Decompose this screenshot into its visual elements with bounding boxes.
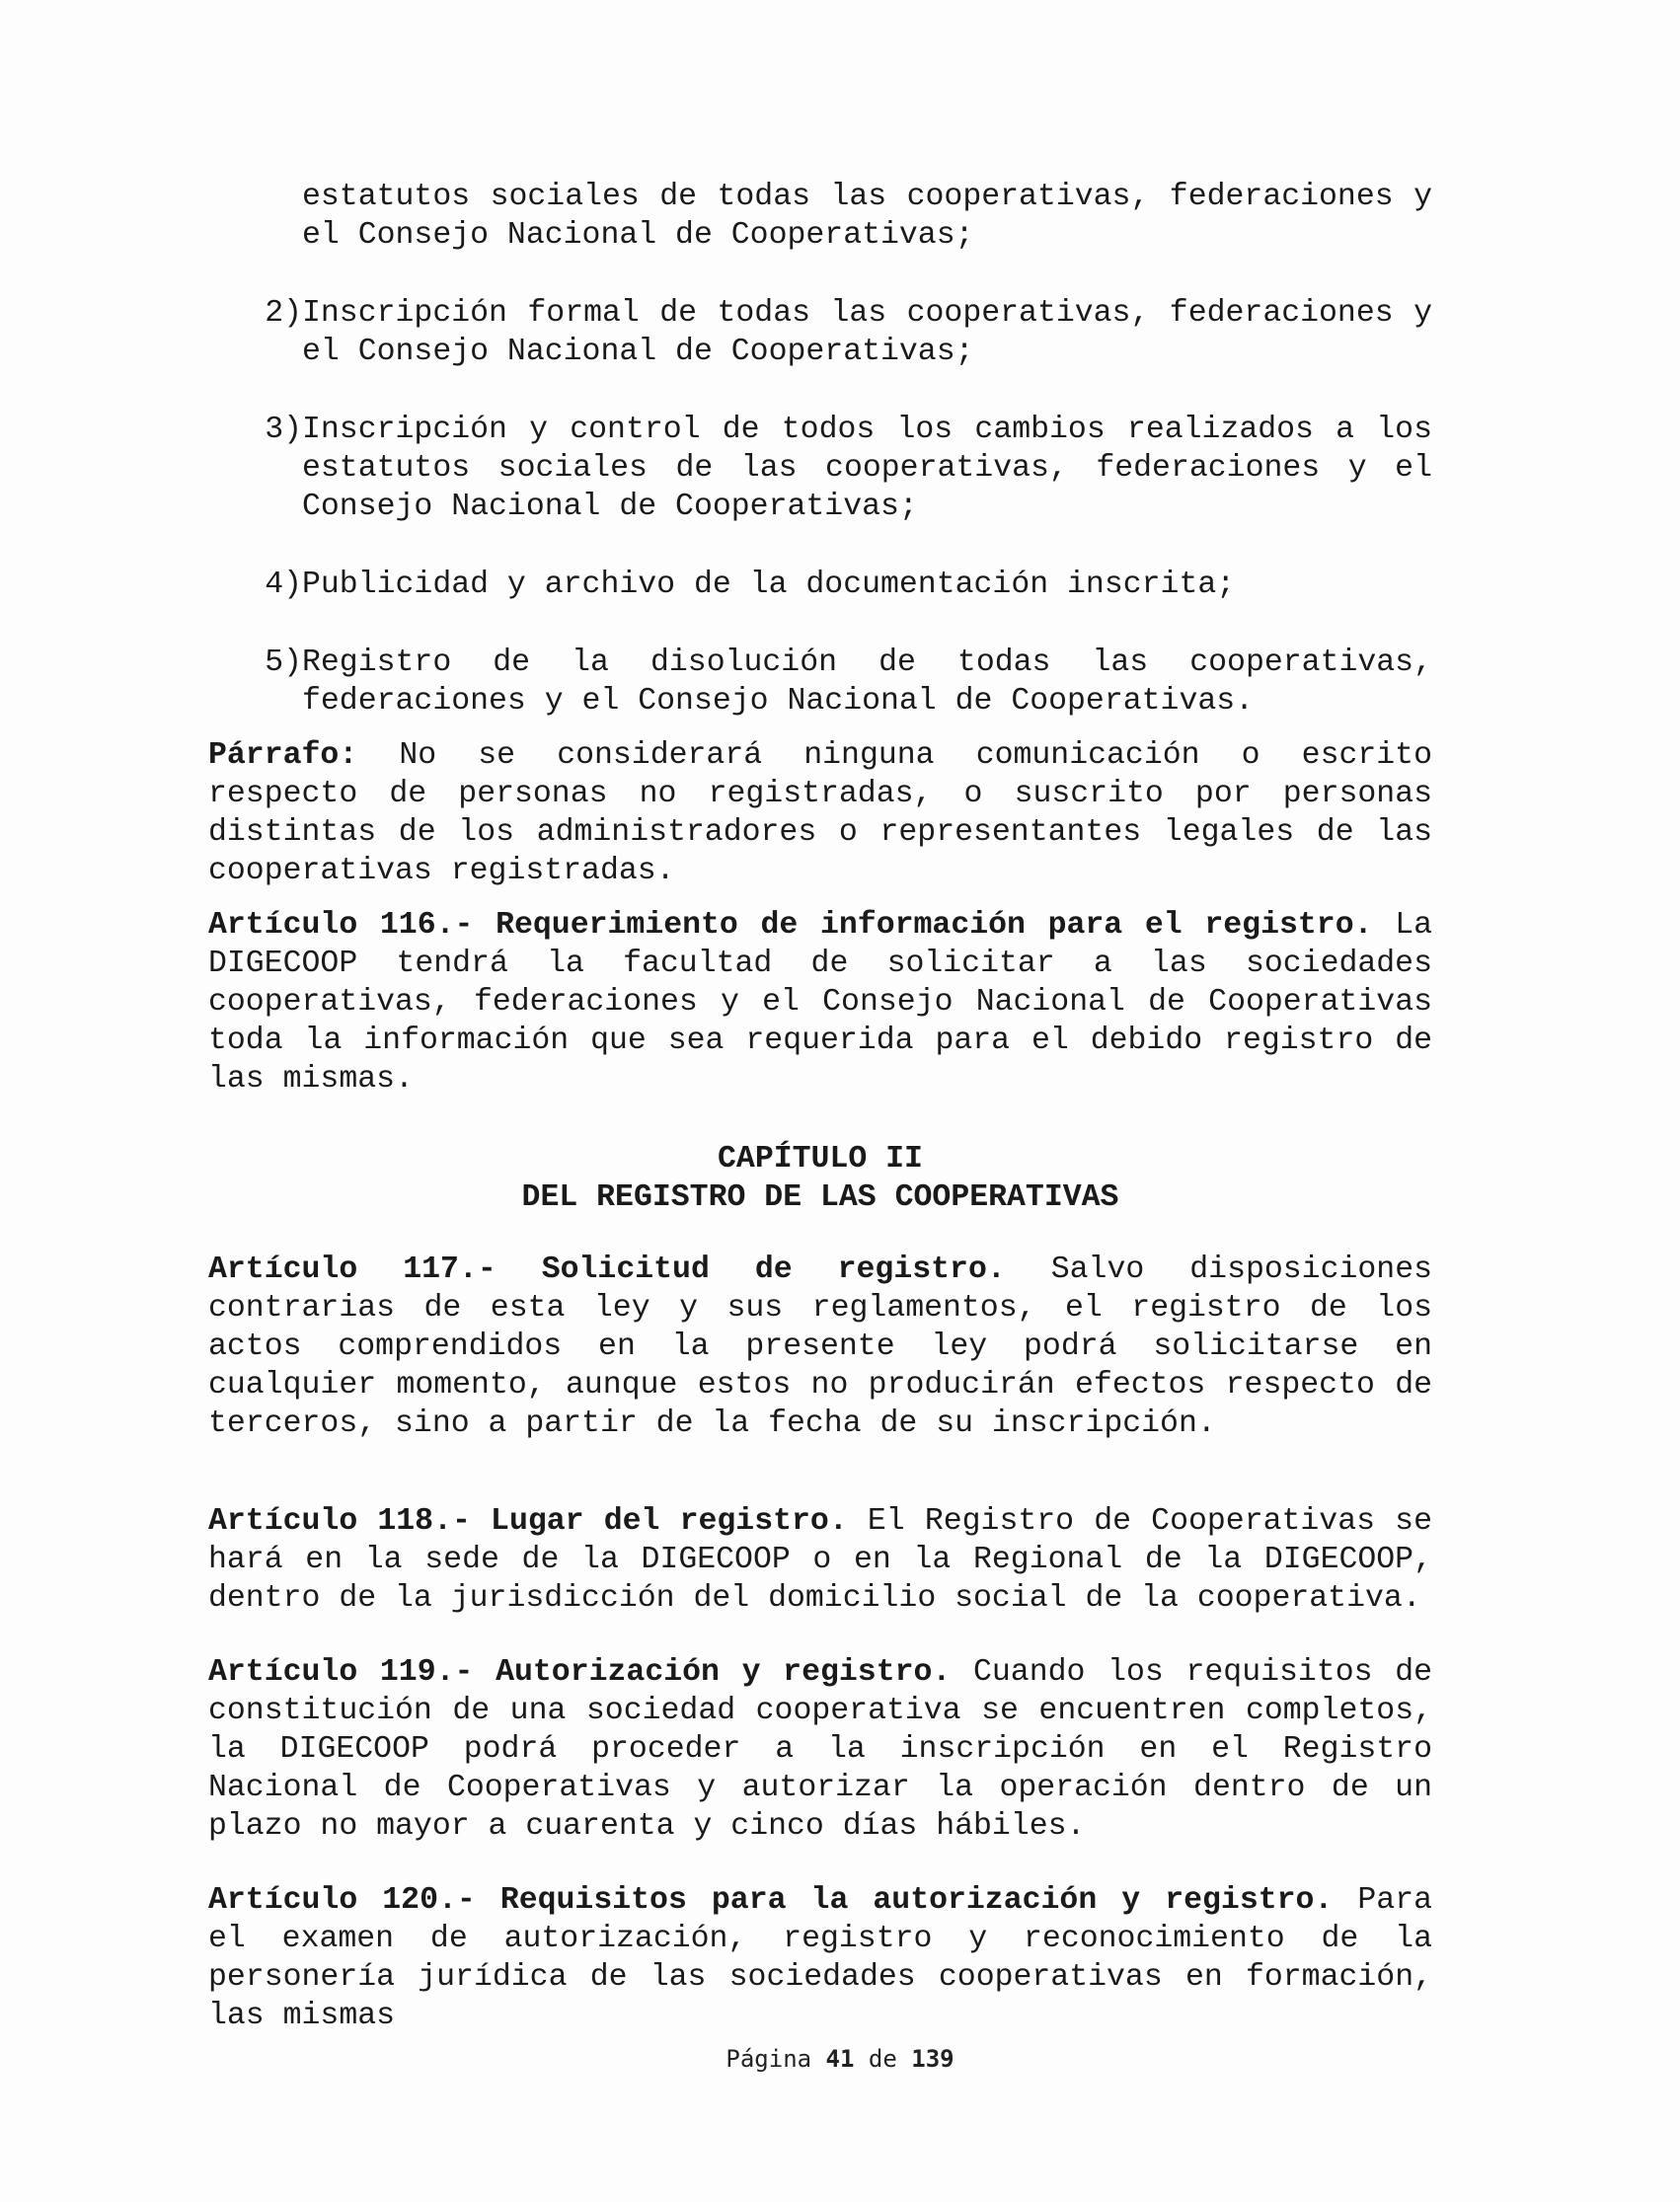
list-number: 2) bbox=[265, 296, 302, 331]
list-item bbox=[208, 411, 1432, 526]
page-footer bbox=[0, 2045, 1680, 2073]
article-119-heading: Artículo 119.- Autorización y registro. bbox=[208, 1655, 952, 1690]
article-117-text: Salvo disposiciones contrarias de esta ley y sus reglamentos, el registro de los actos comprendidos en la presente ley podrá solicitarse en cualquier momento, aunque estos no producirán efectos respecto de terceros, sino a partir de la fecha de su inscripción. bbox=[208, 1253, 1432, 1441]
list-text: Publicidad y archivo de la documentación inscrita; bbox=[302, 568, 1236, 602]
parrafo-text: No se considerará ninguna comunicación o escrito respecto de personas no registradas, o suscrito por personas distintas de los administradores o representantes legales de las cooperativas registradas. bbox=[208, 738, 1432, 888]
parrafo-paragraph bbox=[208, 736, 1432, 890]
article-120 bbox=[208, 1881, 1432, 2035]
list-number: 3) bbox=[265, 413, 302, 447]
article-118-text: El Registro de Cooperativas se hará en la sede de la DIGECOOP o en la Regional de la DIGECOOP, dentro de la jurisdicción del domicilio social de la cooperativa. bbox=[208, 1504, 1432, 1616]
chapter-number: CAPÍTULO II bbox=[718, 1142, 923, 1177]
article-117-heading: Artículo 117.- Solicitud de registro. bbox=[208, 1253, 1006, 1287]
footer-total-pages: 139 bbox=[911, 2045, 955, 2073]
article-120-text: Para el examen de autorización, registro y reconocimiento de la personería jurídica de las sociedades cooperativas en formación, las mismas bbox=[208, 1883, 1432, 2033]
footer-middle: de bbox=[854, 2045, 912, 2073]
parrafo-label: Párrafo: bbox=[208, 738, 358, 773]
article-116-text: La DIGECOOP tendrá la facultad de solicitar a las sociedades cooperativas, federaciones y el Consejo Nacional de Cooperativas toda la información que sea requerida para el debido registro de las mismas. bbox=[208, 908, 1432, 1097]
list-text: Registro de la disolución de todas las cooperativas, federaciones y el Consejo Nacional de Cooperativas. bbox=[302, 645, 1432, 719]
list-text: Inscripción y control de todos los cambios realizados a los estatutos sociales de las cooperativas, federaciones y el Consejo Nacional de Cooperativas; bbox=[302, 413, 1432, 524]
article-117 bbox=[208, 1251, 1432, 1443]
article-116 bbox=[208, 906, 1432, 1099]
list-text: Inscripción formal de todas las cooperativas, federaciones y el Consejo Nacional de Cooperativas; bbox=[302, 296, 1432, 369]
article-116-heading: Artículo 116.- Requerimiento de información para el registro. bbox=[208, 908, 1373, 943]
article-118-heading: Artículo 118.- Lugar del registro. bbox=[208, 1504, 848, 1539]
article-119 bbox=[208, 1653, 1432, 1846]
footer-prefix: Página bbox=[725, 2045, 826, 2073]
list-item bbox=[208, 294, 1432, 371]
article-118 bbox=[208, 1502, 1432, 1618]
list-number: 4) bbox=[265, 568, 302, 602]
article-119-text: Cuando los requisitos de constitución de una sociedad cooperativa se encuentren completos, la DIGECOOP podrá proceder a la inscripción en el Registro Nacional de Cooperativas y autorizar la operación dentro de un plazo no mayor a cuarenta y cinco días hábiles. bbox=[208, 1655, 1432, 1844]
article-120-heading: Artículo 120.- Requisitos para la autorización y registro. bbox=[208, 1883, 1334, 1918]
chapter-title: DEL REGISTRO DE LAS COOPERATIVAS bbox=[521, 1180, 1119, 1215]
chapter-heading bbox=[208, 1140, 1432, 1217]
footer-page-number: 41 bbox=[825, 2045, 855, 2073]
list-item bbox=[208, 644, 1432, 721]
document-body bbox=[208, 178, 1432, 2035]
continuation-text: estatutos sociales de todas las cooperativas, federaciones y el Consejo Nacional de Cooperativas; bbox=[302, 180, 1432, 253]
list-item bbox=[208, 566, 1432, 604]
list-number: 5) bbox=[265, 645, 302, 680]
